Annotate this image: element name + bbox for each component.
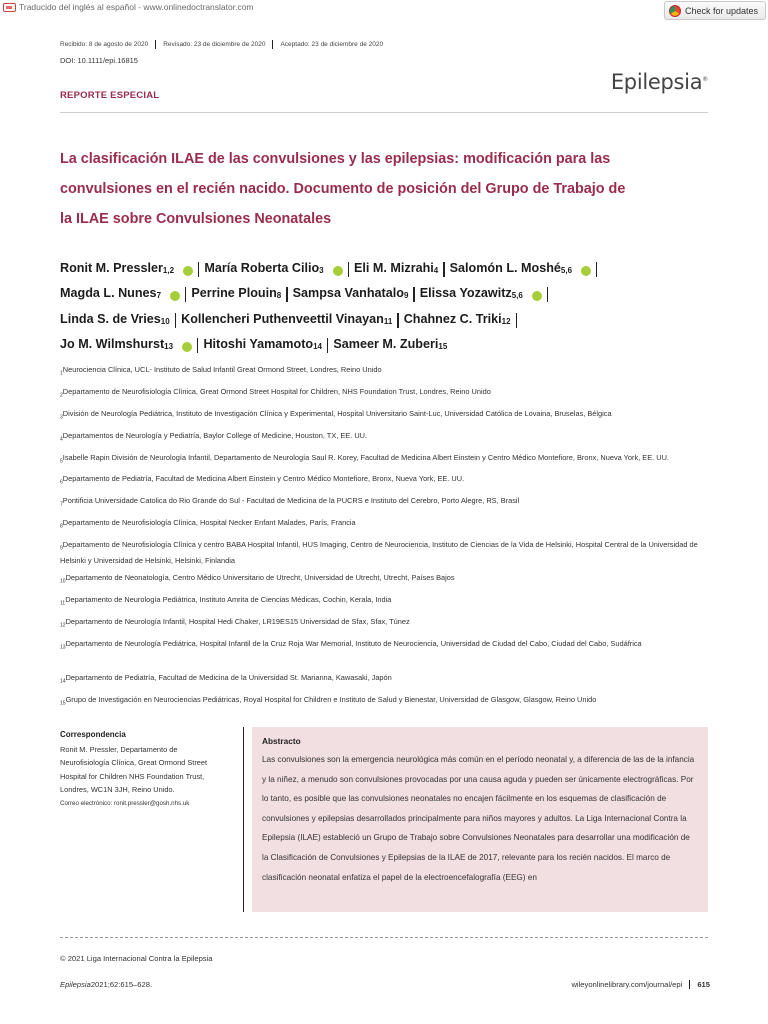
affiliation: $_{14}$Departamento de Pediatría, Facultad de Medicina de la Universidad St. Marianna, Kawasaki, Japón [60,672,392,685]
author-separator [443,262,444,277]
author[interactable]: María Roberta Cilio$_3$ [204,261,324,275]
author-separator [198,262,199,277]
affiliation: $_7$Pontificia Universidade Catolica do Rio Grande do Sul - Facultad de Medicina de la PUCRS e Instituto del Cerebro, Porto Alegre, RS, Brasil [60,496,520,508]
column-divider [243,727,244,912]
affiliation: $_{15}$Grupo de Investigación en Neurociencias Pediátricas, Royal Hospital for Children e Instituto de Salud y Bienestar, Universidad de Glasgow, Glasgow, Reino Unido [60,694,597,707]
correspondence-line: Ronit M. Pressler, Departamento de [60,744,178,754]
author-separator [516,313,517,328]
orcid-icon[interactable] [183,266,193,276]
orcid-icon[interactable] [532,291,542,301]
author-separator [547,287,548,302]
correspondence-line: Neurofisiología Clínica, Great Ormond Street [60,758,208,767]
article-title [60,144,700,234]
affiliation: $_5$Isabelle Rapin División de Neurología Infantil, Departamento de Neurología Saul R. Korey, Facultad de Medicina Albert Einstein y Centro Médico Montefiore, Bronx, Nueva York, EE. UU. [60,452,669,464]
author-separator [175,313,176,328]
footer-divider [60,937,708,938]
author[interactable]: Sampsa Vanhatalo$_9$ [292,286,409,301]
author[interactable]: Magda L. Nunes$_7$ [60,286,162,301]
correspondence-line: Hospital for Children NHS Foundation Trust, [60,771,205,781]
citation [60,980,152,989]
translation-banner [0,0,254,14]
article-dates [60,40,383,49]
correspondence-line: Londres, WC1N 3JH, Reino Unido. [60,785,175,794]
footer-separator [689,980,690,989]
section-label: REPORTE ESPECIAL [60,90,160,101]
affiliation: $_3$División de Neurología Pediátrica, Instituto de Investigación Clínica y Experimental, Hospital Universitario Saint-Luc, Universidad Católica de Lovaina, Bruselas, Bélgica [60,408,612,421]
revised-date: Revisado: 23 de diciembre de 2020 [163,41,266,48]
author-separator [397,313,398,328]
author[interactable]: Hitoshi Yamamoto$_{14}$ [203,336,322,351]
affiliation-list [60,364,710,716]
author-line [60,333,720,358]
author[interactable]: Ronit M. Pressler$_{1,2}$ [60,261,175,275]
author-separator [327,338,328,353]
author[interactable]: Jo M. Wilmshurst$_{13}$ [60,336,174,351]
footer-right [571,980,710,989]
title-line: la ILAE sobre Convulsiones Neonatales [60,211,332,227]
author[interactable]: Perrine Plouin$_8$ [191,286,282,301]
affiliation: $_9$Departamento de Neurofisiología Clínica y centro BABA Hospital Infantil, HUS Imaging, Centro de Neurociencia, Instituto de Ciencias de la Vida de Helsinki, Hospital Central de la Universidad de Helsinki y Universidad de Helsinki, Helsinki, Finlandia [60,540,698,565]
affiliation: $_{12}$Departamento de Neurología Infantil, Hospital Hedi Chaker, LR19ES15 Universidad de Sfax, Sfax, Túnez [60,617,410,629]
author[interactable]: Chahnez C. Triki$_{12}$ [403,311,511,326]
journal-italic: Epilepsia [60,980,91,989]
correspondence [60,728,235,810]
crossmark-icon [669,5,681,17]
orcid-icon[interactable] [182,342,192,352]
author[interactable]: Sameer M. Zuberi$_{15}$ [333,336,448,351]
received-date: Recibido: 8 de agosto de 2020 [60,41,149,48]
affiliation: $_1$Neurociencia Clínica, UCL- Instituto de Salud Infantil Great Ormond Street, Londres, Reino Unido [60,365,382,377]
author-line [60,282,720,307]
journal-url[interactable]: wileyonlinelibrary.com/journal/epi [571,980,683,989]
correspondence-email[interactable]: Correo electrónico: ronit.pressler@gosh.nhs.uk [60,799,190,807]
author-line [60,257,720,282]
author-separator [197,338,198,353]
accepted-date: Aceptado: 23 de diciembre de 2020 [280,41,384,48]
affiliation: $_4$Departamentos de Neurología y Pediatría, Baylor College of Medicine, Houston, TX, EE. UU. [60,430,368,443]
affiliation: $_2$Departamento de Neurofisiología Clínica, Great Ormond Street Hospital for Children, NHS Foundation Trust, Londres, Reino Unido [60,386,491,399]
journal-name: Epilepsia [610,70,703,94]
citation-detail: 2021;62:615–628. [90,980,153,989]
date-separator [272,40,273,49]
author[interactable]: Kollencheri Puthenveettil Vinayan$_{11}$ [181,311,393,326]
affiliation: $_{11}$Departamento de Neurología Pediátrica, Instituto Amrita de Ciencias Médicas, Cochin, Kerala, India [60,595,392,607]
translation-banner-text: Traducido del inglés al español - www.onlinedoctranslator.com [19,2,254,12]
affiliation: $_8$Departamento de Neurofisiología Clínica, Hospital Necker Enfant Malades, París, Francia [60,518,356,530]
check-for-updates-label: Check for updates [684,5,758,16]
orcid-icon[interactable] [581,266,591,276]
author-separator [286,287,287,302]
page-number: 615 [697,980,710,989]
affiliation: $_6$Departamento de Pediatría, Facultad de Medicina Albert Einstein y Centro Médico Montefiore, Bronx, Nueva York, EE. UU. [60,474,465,486]
author-separator [185,287,186,302]
affiliation: $_{13}$Departamento de Neurología Pediátrica, Hospital Infantil de la Cruz Roja War Memorial, Instituto de Neurociencia, Universidad de Ciudad del Cabo, Ciudad del Cabo, Sudáfrica [60,638,642,651]
author[interactable]: Elissa Yozawitz$_{5,6}$ [419,286,523,301]
doi: DOI: 10.1111/epi.16815 [60,56,138,65]
orcid-icon[interactable] [333,266,343,276]
journal-logo [611,70,708,94]
orcid-icon[interactable] [170,291,180,301]
title-line: La clasificación ILAE de las convulsiones y las epilepsias: modificación para las [60,151,611,167]
translate-icon [3,3,16,12]
registered-mark: ® [702,76,708,83]
author[interactable]: Salomón L. Moshé$_{5,6}$ [449,261,573,275]
copyright: © 2021 Liga Internacional Contra la Epilepsia [60,954,213,963]
correspondence-heading: Correspondencia [60,730,126,739]
author[interactable]: Linda S. de Vries$_{10}$ [60,311,170,326]
abstract-heading: Abstracto [262,736,301,746]
affiliation: $_{10}$Departamento de Neonatología, Centro Médico Universitario de Utrecht, Universidad de Utrecht, Utrecht, Países Bajos [60,573,455,585]
author-list [60,257,720,358]
check-for-updates-button[interactable] [664,1,766,20]
author-separator [348,262,349,277]
author[interactable]: Eli M. Mizrahi$_4$ [354,261,439,275]
abstract-box [252,727,708,912]
date-separator [155,40,156,49]
author-line [60,308,720,333]
header-rule [60,112,708,113]
author-separator [413,287,414,302]
author-separator [596,262,597,277]
title-line: convulsiones en el recién nacido. Documento de posición del Grupo de Trabajo de [60,181,626,197]
abstract-text: Las convulsiones son la emergencia neurológica más común en el período neonatal y, a diferencia de las de la infancia y la niñez, a menudo son convulsiones provocadas por una causa aguda y pueden ser únicamente electrográficas. Por lo tanto, es posible que las convulsiones neonatales no encajen fácilmente en los esquemas de clasificación de convulsiones y epilepsias desarrollados principalmente para niños mayores y adultos. La Liga Internacional Contra la Epilepsia (ILAE) estableció un Grupo de Trabajo sobre Convulsiones Neonatales para desarrollar una modificación de la Clasificación de Convulsiones y Epilepsias de la ILAE de 2017, relevante para los recién nacidos. El marco de clasificación neonatal enfatiza el papel de la electroencefalografía (EEG) en [262,755,695,882]
